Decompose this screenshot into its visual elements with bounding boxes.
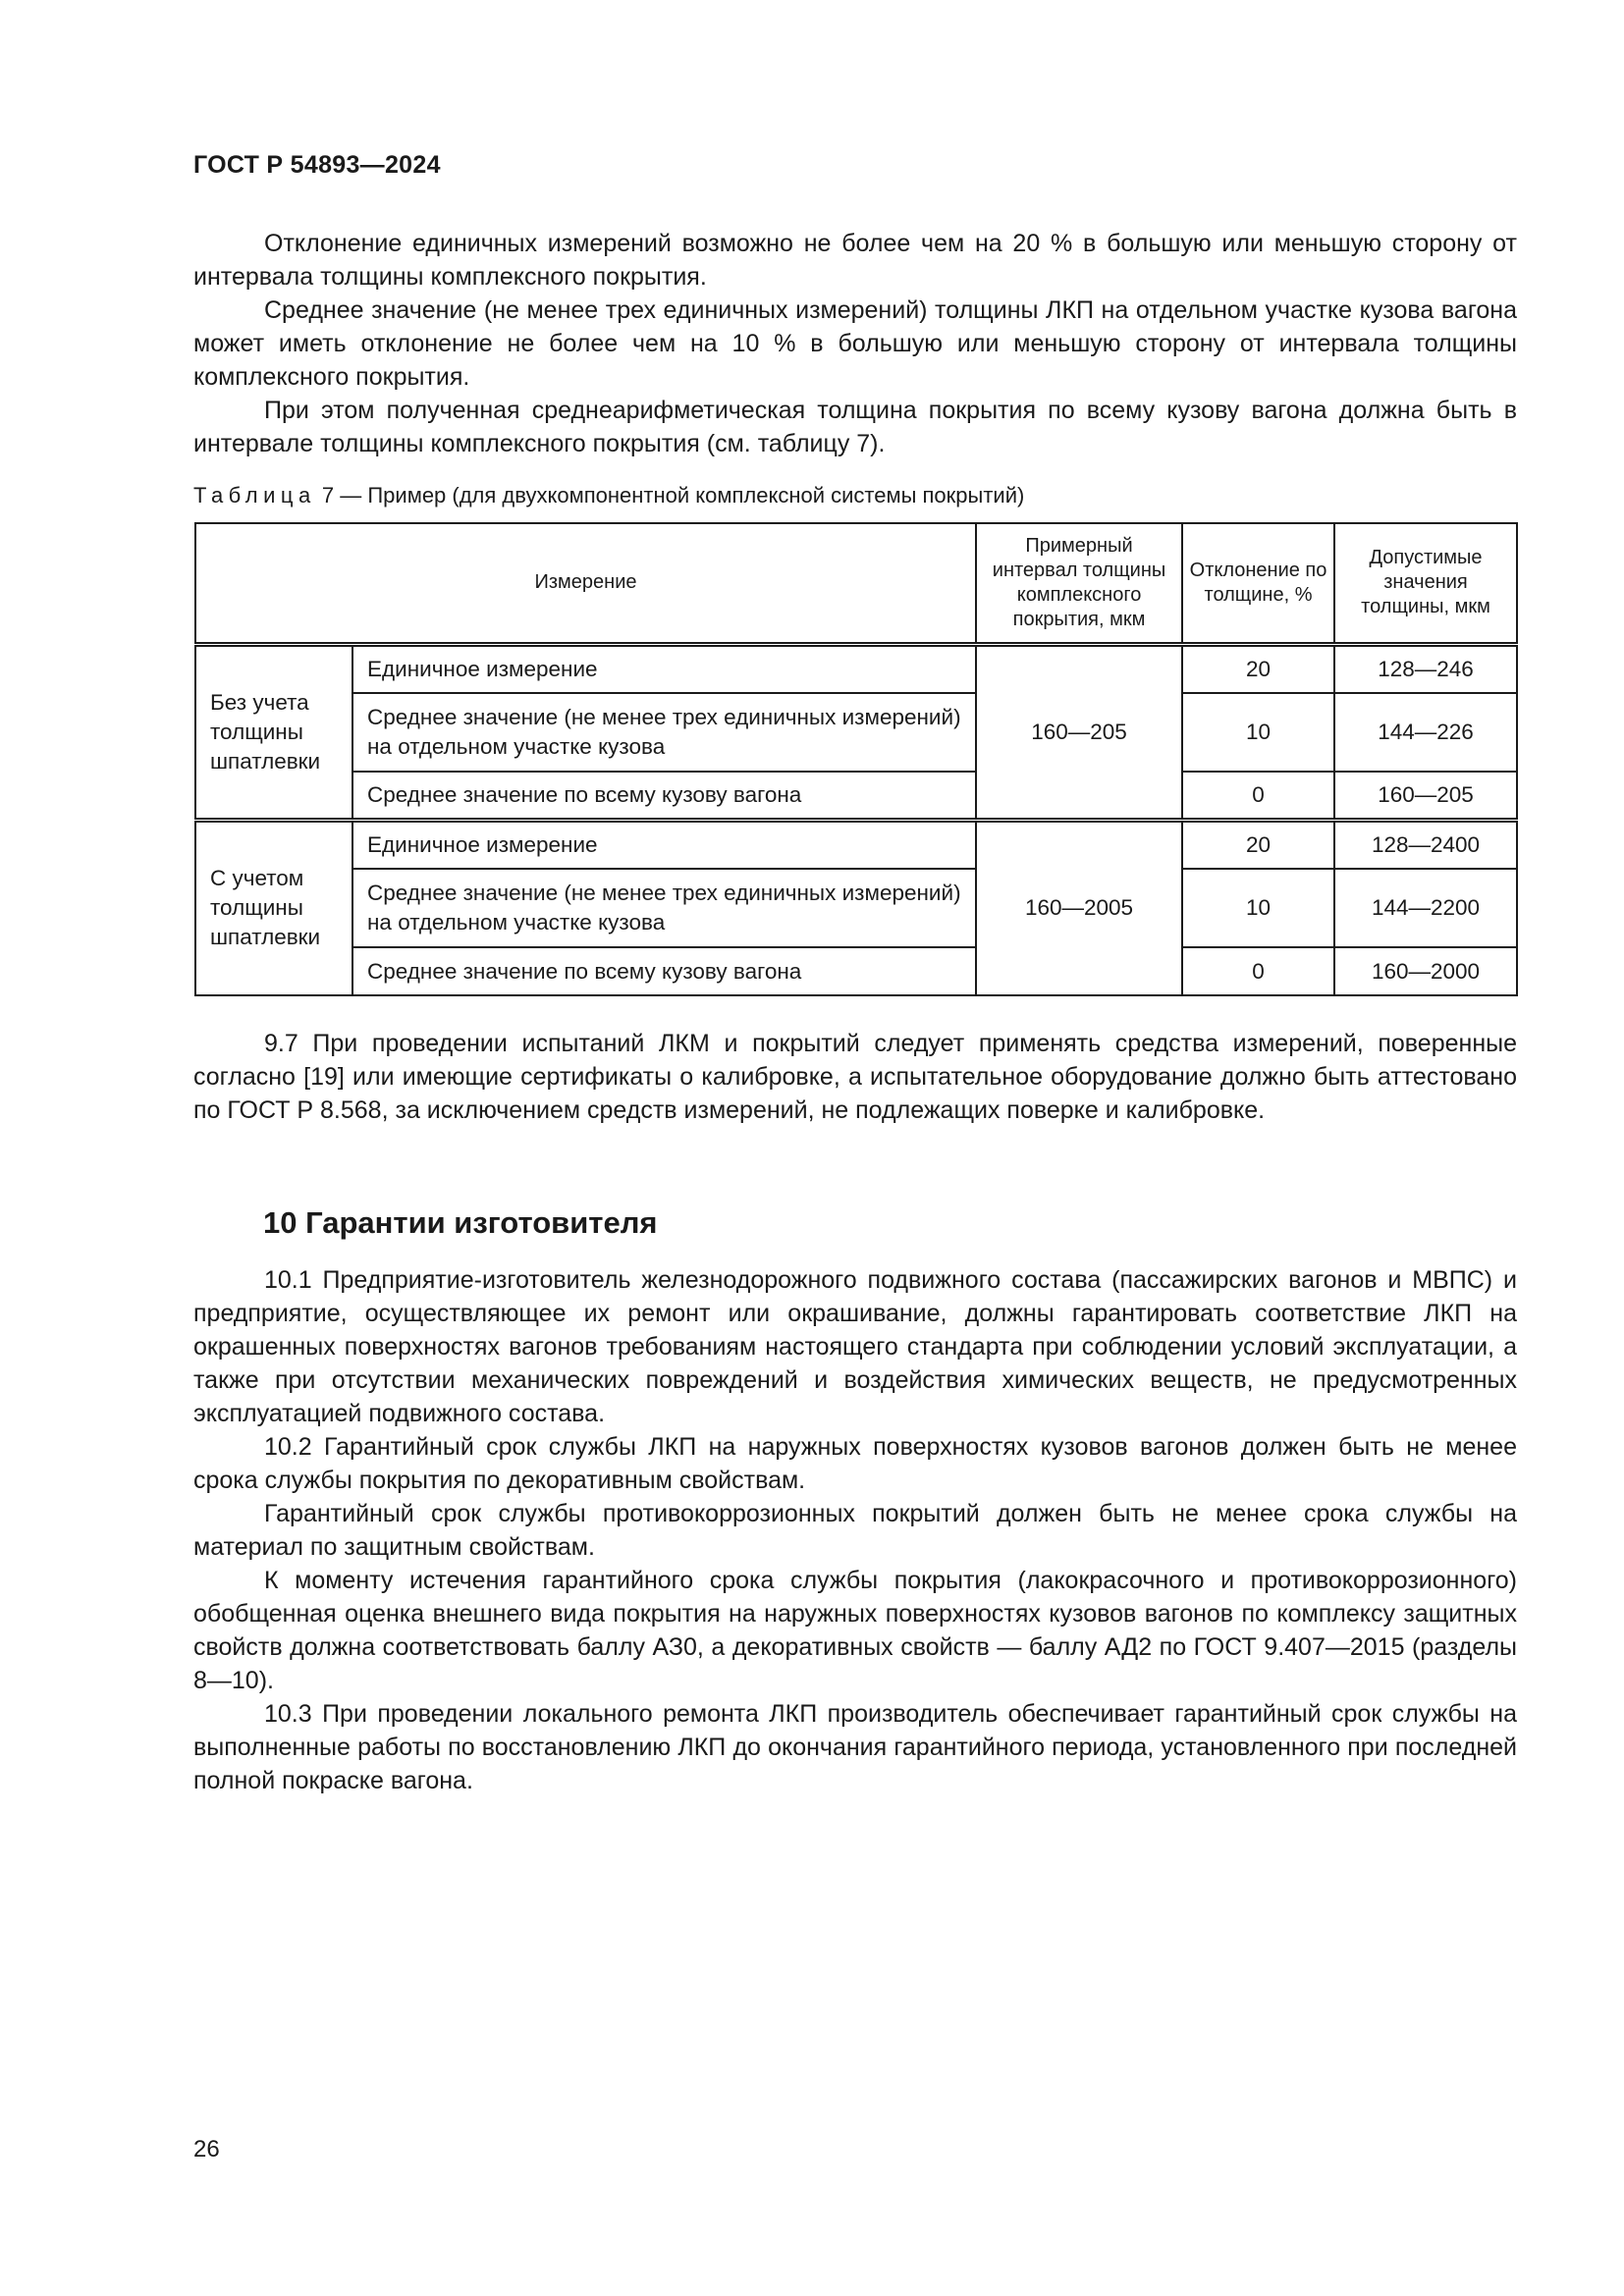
interval-cell: 160—2005: [976, 820, 1182, 995]
allowed-cell: 144—2200: [1334, 869, 1517, 947]
measurement-cell: Среднее значение по всему кузову вагона: [352, 772, 976, 820]
paragraph: Гарантийный срок службы противокоррозионных покрытий должен быть не менее срока службы на материал по защитным свойствам.: [193, 1500, 1517, 1561]
allowed-cell: 160—205: [1334, 772, 1517, 820]
group-label: С учетом толщины шпатлевки: [195, 820, 352, 995]
table-row: [195, 820, 1517, 869]
intro-paragraphs: [193, 227, 1517, 460]
allowed-cell: 128—2400: [1334, 820, 1517, 869]
paragraph: Среднее значение (не менее трех единичных измерений) толщины ЛКП на отдельном участке кузова вагона может иметь отклонение не более чем на 10 % в большую или меньшую сторону от интервала толщины комплексного покрытия.: [193, 296, 1517, 391]
table-row: [195, 644, 1517, 693]
paragraph: Отклонение единичных измерений возможно не более чем на 20 % в большую или меньшую сторону от интервала толщины комплексного покрытия.: [193, 230, 1517, 291]
header-interval: Примерный интервал толщины комплексного покрытия, мкм: [976, 523, 1182, 644]
measurement-cell: Среднее значение (не менее трех единичных измерений) на отдельном участке кузова: [352, 869, 976, 947]
clause-9-7: [193, 1027, 1517, 1127]
section-10-body: [193, 1263, 1517, 1797]
allowed-cell: 160—2000: [1334, 947, 1517, 995]
header-measurement: Измерение: [195, 523, 976, 644]
table-caption: [193, 483, 1024, 508]
table-row: [195, 869, 1517, 947]
table-row: [195, 693, 1517, 772]
measurement-cell: Среднее значение (не менее трех единичных измерений) на отдельном участке кузова: [352, 693, 976, 772]
header-allowed: Допустимые значения толщины, мкм: [1334, 523, 1517, 644]
deviation-cell: 20: [1182, 820, 1334, 869]
document-header: ГОСТ Р 54893—2024: [193, 151, 441, 179]
allowed-cell: 144—226: [1334, 693, 1517, 772]
section-title: 10 Гарантии изготовителя: [263, 1205, 658, 1240]
deviation-cell: 10: [1182, 693, 1334, 772]
paragraph: 9.7 При проведении испытаний ЛКМ и покрытий следует применять средства измерений, поверенные согласно [19] или имеющие сертификаты о калибровке, а испытательное оборудование должно быть аттестовано по ГОСТ Р 8.568, за исключением средств измерений, не подлежащих поверке и калибровке.: [193, 1030, 1517, 1124]
interval-cell: 160—205: [976, 644, 1182, 820]
deviation-cell: 0: [1182, 947, 1334, 995]
table-caption-label: Таблица: [193, 483, 316, 507]
thickness-table: [194, 522, 1518, 996]
paragraph: К моменту истечения гарантийного срока службы покрытия (лакокрасочного и противокоррозионного) обобщенная оценка внешнего вида покрытия на наружных поверхностях кузовов вагонов по комплексу защитных свойств должна соответствовать баллу АЗ0, а декоративных свойств — баллу АД2 по ГОСТ 9.407—2015 (разделы 8—10).: [193, 1567, 1517, 1694]
paragraph: 10.2 Гарантийный срок службы ЛКП на наружных поверхностях кузовов вагонов должен быть не менее срока службы покрытия по декоративным свойствам.: [193, 1433, 1517, 1494]
table-caption-text: 7 — Пример (для двухкомпонентной комплексной системы покрытий): [321, 483, 1025, 507]
deviation-cell: 10: [1182, 869, 1334, 947]
allowed-cell: 128—246: [1334, 644, 1517, 693]
page-number: 26: [193, 2136, 220, 2163]
table-header-row: [195, 523, 1517, 644]
deviation-cell: 20: [1182, 644, 1334, 693]
measurement-cell: Среднее значение по всему кузову вагона: [352, 947, 976, 995]
paragraph: При этом полученная среднеарифметическая толщина покрытия по всему кузову вагона должна быть в интервале толщины комплексного покрытия (см. таблицу 7).: [193, 397, 1517, 457]
measurement-cell: Единичное измерение: [352, 644, 976, 693]
deviation-cell: 0: [1182, 772, 1334, 820]
header-deviation: Отклонение по толщине, %: [1182, 523, 1334, 644]
paragraph: 10.1 Предприятие-изготовитель железнодорожного подвижного состава (пассажирских вагонов и МВПС) и предприятие, осуществляющее их ремонт или окрашивание, должны гарантировать соответствие ЛКП на окрашенных поверхностях вагонов требованиям настоящего стандарта при соблюдении условий эксплуатации, а также при отсутствии механических повреждений и воздействия химических веществ, не предусмотренных эксплуатацией подвижного состава.: [193, 1266, 1517, 1427]
group-label: Без учета толщины шпатлевки: [195, 644, 352, 820]
paragraph: 10.3 При проведении локального ремонта ЛКП производитель обеспечивает гарантийный срок службы на выполненные работы по восстановлению ЛКП до окончания гарантийного периода, установленного при последней полной покраске вагона.: [193, 1700, 1517, 1794]
table-row: [195, 947, 1517, 995]
table-row: [195, 772, 1517, 820]
measurement-cell: Единичное измерение: [352, 820, 976, 869]
